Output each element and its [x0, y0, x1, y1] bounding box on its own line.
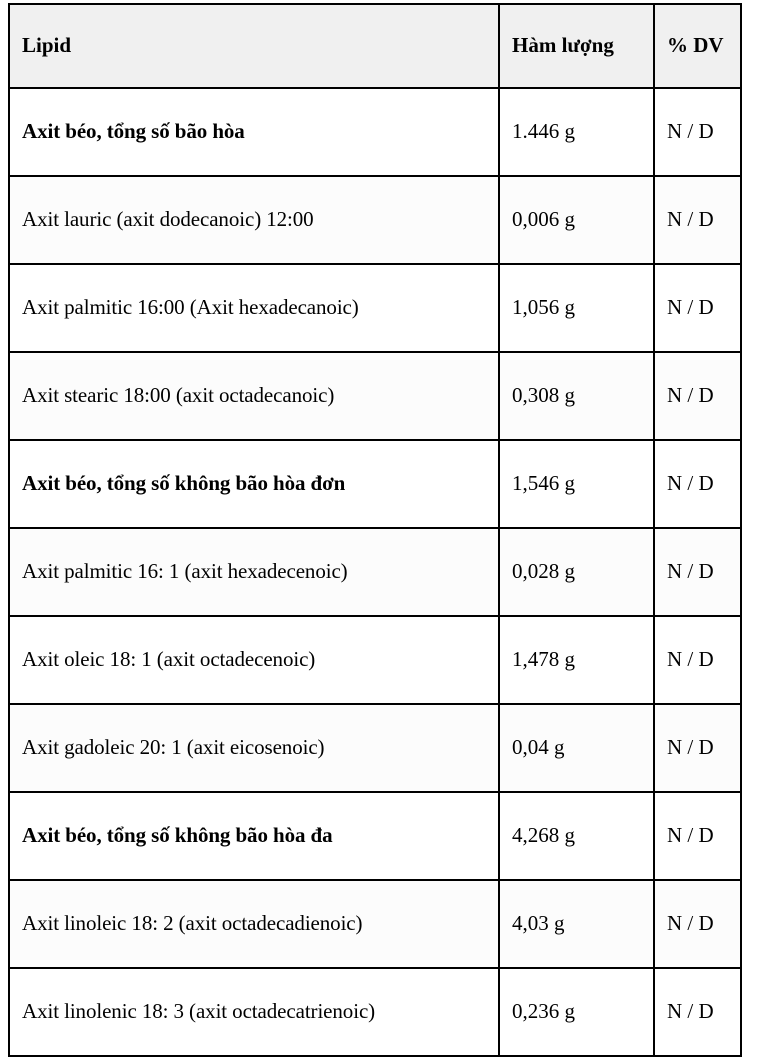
cell-amount: 0,308 g [499, 352, 654, 440]
table-body [9, 88, 741, 1056]
column-header-lipid: Lipid [9, 4, 499, 88]
cell-lipid-name: Axit linolenic 18: 3 (axit octadecatrienoic) [9, 968, 499, 1056]
cell-percent-dv: N / D [654, 616, 741, 704]
cell-amount: 4,03 g [499, 880, 654, 968]
cell-amount: 0,04 g [499, 704, 654, 792]
table-row [9, 264, 741, 352]
cell-amount: 1,478 g [499, 616, 654, 704]
table-row [9, 704, 741, 792]
cell-percent-dv: N / D [654, 528, 741, 616]
table-row [9, 792, 741, 880]
table-row [9, 352, 741, 440]
cell-lipid-name: Axit palmitic 16:00 (Axit hexadecanoic) [9, 264, 499, 352]
table-row [9, 880, 741, 968]
cell-percent-dv: N / D [654, 704, 741, 792]
cell-lipid-name: Axit linoleic 18: 2 (axit octadecadienoic) [9, 880, 499, 968]
cell-percent-dv: N / D [654, 968, 741, 1056]
cell-lipid-name: Axit palmitic 16: 1 (axit hexadecenoic) [9, 528, 499, 616]
cell-percent-dv: N / D [654, 176, 741, 264]
cell-lipid-name: Axit lauric (axit dodecanoic) 12:00 [9, 176, 499, 264]
column-header-dv: % DV [654, 4, 741, 88]
cell-lipid-name: Axit béo, tổng số không bão hòa đơn [9, 440, 499, 528]
cell-amount: 1,546 g [499, 440, 654, 528]
cell-percent-dv: N / D [654, 880, 741, 968]
cell-percent-dv: N / D [654, 440, 741, 528]
table-row [9, 88, 741, 176]
cell-amount: 1.446 g [499, 88, 654, 176]
cell-amount: 1,056 g [499, 264, 654, 352]
cell-percent-dv: N / D [654, 264, 741, 352]
cell-amount: 4,268 g [499, 792, 654, 880]
cell-lipid-name: Axit oleic 18: 1 (axit octadecenoic) [9, 616, 499, 704]
cell-percent-dv: N / D [654, 792, 741, 880]
cell-lipid-name: Axit béo, tổng số không bão hòa đa [9, 792, 499, 880]
cell-amount: 0,028 g [499, 528, 654, 616]
table-row [9, 616, 741, 704]
cell-percent-dv: N / D [654, 88, 741, 176]
cell-lipid-name: Axit béo, tổng số bão hòa [9, 88, 499, 176]
column-header-amount: Hàm lượng [499, 4, 654, 88]
table-row [9, 440, 741, 528]
table-row [9, 968, 741, 1056]
lipid-nutrition-table [8, 3, 742, 1057]
cell-percent-dv: N / D [654, 352, 741, 440]
cell-lipid-name: Axit gadoleic 20: 1 (axit eicosenoic) [9, 704, 499, 792]
table-row [9, 176, 741, 264]
cell-amount: 0,006 g [499, 176, 654, 264]
table-header [9, 4, 741, 88]
table-header-row [9, 4, 741, 88]
cell-amount: 0,236 g [499, 968, 654, 1056]
cell-lipid-name: Axit stearic 18:00 (axit octadecanoic) [9, 352, 499, 440]
table-row [9, 528, 741, 616]
